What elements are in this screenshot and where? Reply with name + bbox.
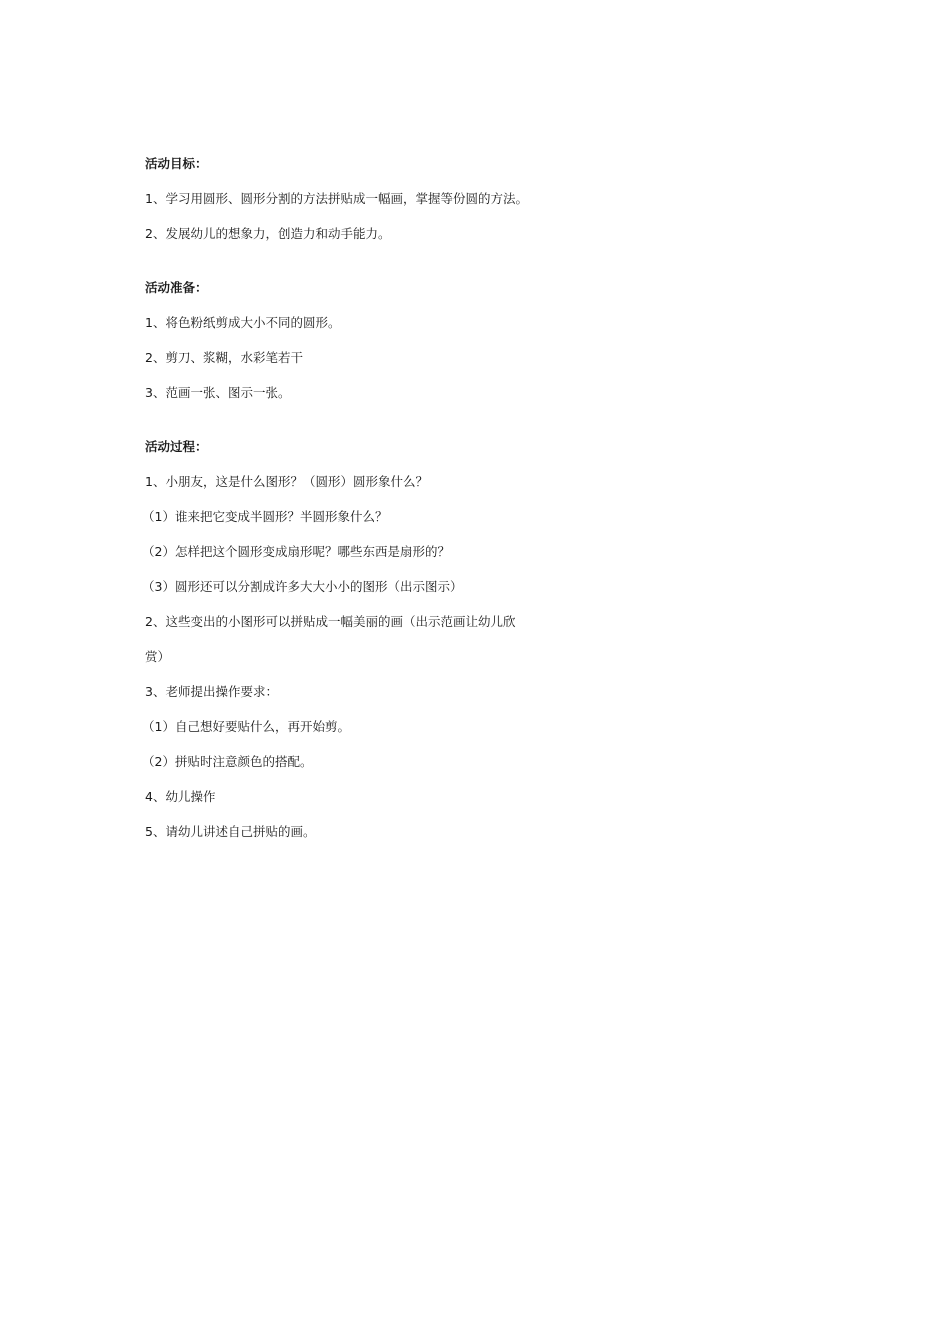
paragraph-line: 1、将色粉纸剪成大小不同的圆形。: [145, 315, 341, 330]
paragraph-line: 3、范画一张、图示一张。: [145, 385, 291, 400]
section-heading: 活动过程：: [145, 439, 208, 454]
document-body: [142, 146, 615, 849]
paragraph-line: 1、小朋友，这是什么图形？（圆形）圆形象什么？: [145, 474, 428, 489]
section-heading: 活动准备：: [145, 280, 208, 295]
section-activity-process: [142, 429, 615, 849]
sub-item-line: （1）自己想好要贴什么，再开始剪。: [142, 719, 350, 734]
paragraph-line: 1、学习用圆形、圆形分割的方法拼贴成一幅画，掌握等份圆的方法。: [145, 191, 528, 206]
paragraph-line: 3、老师提出操作要求：: [145, 684, 278, 699]
paragraph-line: 2、剪刀、浆糊，水彩笔若干: [145, 350, 303, 365]
sub-item-line: （2）怎样把这个圆形变成扇形呢？哪些东西是扇形的？: [142, 544, 450, 559]
section-activity-preparation: [145, 270, 615, 410]
sub-item-line: （1）谁来把它变成半圆形？半圆形象什么？: [142, 509, 388, 524]
section-heading: 活动目标：: [145, 156, 208, 171]
sub-item-line: （2）拼贴时注意颜色的搭配。: [142, 754, 313, 769]
paragraph-line: 4、幼儿操作: [145, 789, 216, 804]
sub-item-line: （3）圆形还可以分割成许多大大小小的图形（出示图示）: [142, 579, 463, 594]
paragraph-line: 5、请幼儿讲述自己拼贴的画。: [145, 824, 316, 839]
paragraph-line: 赏）: [145, 649, 171, 664]
section-activity-goals: [145, 146, 615, 251]
paragraph-line: 2、发展幼儿的想象力，创造力和动手能力。: [145, 226, 391, 241]
paragraph-line: 2、这些变出的小图形可以拼贴成一幅美丽的画（出示范画让幼儿欣: [145, 614, 516, 629]
